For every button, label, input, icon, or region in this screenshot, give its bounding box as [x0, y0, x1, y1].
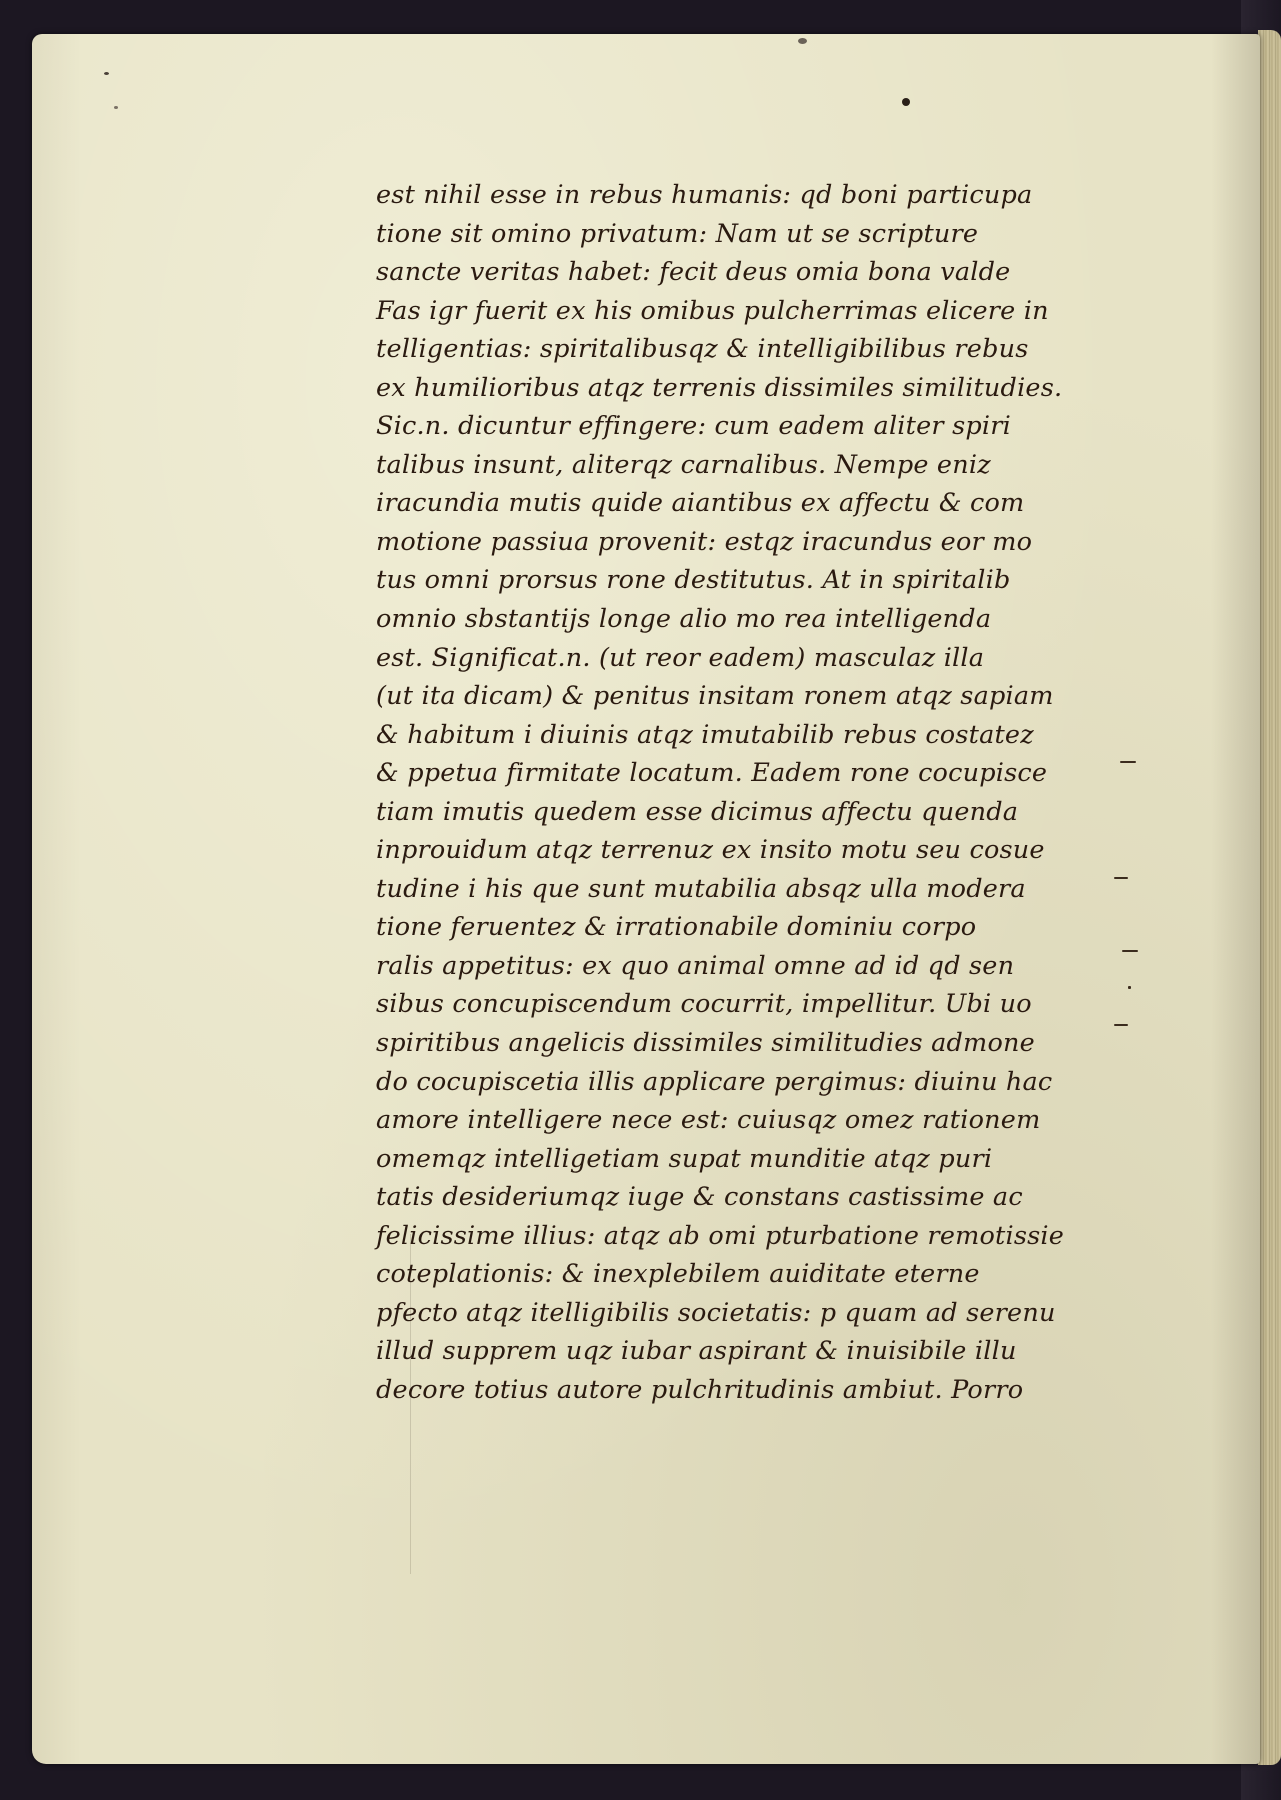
ink-spot: [902, 98, 910, 106]
manuscript-line: felicissime illius: atqz ab omi pturbatione remotissie: [376, 1220, 1065, 1251]
manuscript-line: decore totius autore pulchritudinis ambiut. Porro: [376, 1374, 1024, 1405]
manuscript-line: iracundia mutis quide aiantibus ex affectu & com: [376, 488, 1025, 519]
manuscript-line: pfecto atqz itelligibilis societatis: p quam ad serenu: [376, 1297, 1056, 1328]
manuscript-line: & ppetua firmitate locatum. Eadem rone cocupisce: [376, 758, 1048, 789]
manuscript-line: do cocupiscetia illis applicare pergimus: diuinu hac: [376, 1066, 1053, 1097]
manuscript-line: tatis desideriumqz iuge & constans castissime ac: [376, 1182, 1023, 1213]
manuscript-line: coteplationis: & inexplebilem auiditate eterne: [376, 1259, 980, 1290]
manuscript-line: motione passiua provenit: estqz iracundus eor mo: [376, 526, 1033, 557]
manuscript-line: (ut ita dicam) & penitus insitam ronem atqz sapiam: [376, 681, 1054, 712]
page-stack-edge: [1258, 30, 1281, 1765]
manuscript-text-block: [376, 176, 1126, 1410]
manuscript-line: omemqz intelligetiam supat munditie atqz puri: [376, 1143, 993, 1174]
manuscript-line: spiritibus angelicis dissimiles similitudies admone: [376, 1028, 1035, 1059]
manuscript-line: amore intelligere nece est: cuiusqz omez rationem: [376, 1105, 1041, 1136]
margin-smudge: [104, 72, 109, 75]
manuscript-line: sibus concupiscendum cocurrit, impellitur. Ubi uo: [376, 989, 1032, 1020]
manuscript-line: est nihil esse in rebus humanis: qd boni particupa: [376, 180, 1033, 210]
manuscript-line: ex humilioribus atqz terrenis dissimiles similitudies.: [376, 372, 1063, 403]
manuscript-line: Fas igr fuerit ex his omibus pulcherrimas elicere in: [376, 295, 1049, 326]
manuscript-line: sancte veritas habet: fecit deus omia bona valde: [376, 257, 1011, 288]
manuscript-line: tudine i his que sunt mutabilia absqz ulla modera: [376, 873, 1026, 904]
manuscript-line: omnio sbstantijs longe alio mo rea intelligenda: [376, 604, 992, 635]
manuscript-line: talibus insunt, aliterqz carnalibus. Nempe eniz: [376, 449, 991, 480]
manuscript-line: telligentias: spiritalibusqz & intelligibilibus rebus: [376, 334, 1029, 365]
manuscript-line: inprouidum atqz terrenuz ex insito motu seu cosue: [376, 835, 1045, 866]
manuscript-line: & habitum i diuinis atqz imutabilib rebus costatez: [376, 719, 1034, 750]
manuscript-line: tus omni prorsus rone destitutus. At in spiritalib: [376, 565, 1011, 596]
manuscript-line: ralis appetitus: ex quo animal omne ad id qd sen: [376, 950, 1015, 981]
manuscript-line: illud supprem uqz iubar aspirant & inuisibile illu: [376, 1336, 1017, 1367]
margin-smudge: [114, 106, 118, 109]
manuscript-line: tione feruentez & irrationabile dominiu corpo: [376, 912, 977, 943]
page-blemish: [798, 38, 807, 44]
manuscript-line: tione sit omino privatum: Nam ut se scripture: [376, 218, 979, 249]
manuscript-line: est. Significat.n. (ut reor eadem) masculaz illa: [376, 642, 985, 673]
margin-line-mark: [1128, 986, 1131, 989]
manuscript-line: tiam imutis quedem esse dicimus affectu quenda: [376, 796, 1019, 827]
manuscript-line: Sic.n. dicuntur effingere: cum eadem aliter spiri: [376, 411, 1011, 442]
